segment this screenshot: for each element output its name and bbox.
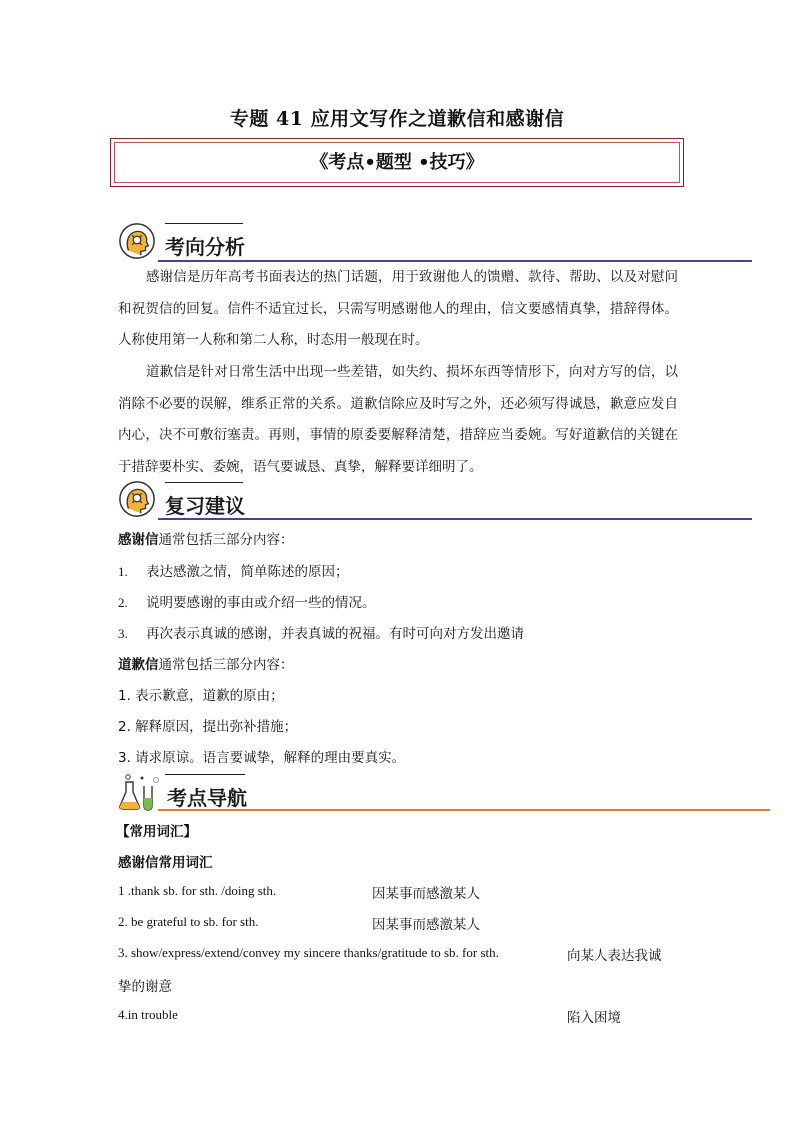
list-item: 3. 再次表示真诚的感谢，并表真诚的祝福。有时可向对方发出邀请: [118, 626, 524, 642]
phrase-zh: 因某事而感激某人: [372, 917, 480, 933]
phrase-en: 2. be grateful to sb. for sth.: [118, 914, 259, 929]
phrase-zh-wrap: 挚的谢意: [118, 979, 172, 995]
thanks-letter-label: 感谢信: [118, 532, 159, 548]
section-topline: [165, 223, 243, 224]
phrase-zh: 向某人表达我诚: [567, 948, 662, 964]
head-gear-icon: [118, 480, 156, 522]
analysis-paragraph-1: 感谢信是历年高考书面表达的热门话题，用于致谢他人的馈赠、款待、帮助、以及对慰问和祝贺信的回复。信件不适宜过长，只需写明感谢他人的理由，信文要感情真挚，措辞得体。人称使用第一人称和第二人称，时态用一般现在时。: [118, 269, 678, 348]
phrase-zh: 陷入困境: [567, 1010, 621, 1026]
vocab-subheading: 感谢信常用词汇: [118, 855, 213, 871]
list-item: 2. 解释原因，提出弥补措施；: [118, 719, 298, 735]
phrase-en: 1 .thank sb. for sth. /doing sth.: [118, 883, 277, 898]
thanks-letter-desc: 通常包括三部分内容：: [158, 532, 294, 548]
list-item: 1. 表达感激之情，简单陈述的原因；: [118, 564, 349, 580]
lab-flask-icon: [118, 772, 162, 816]
thanks-letter-heading: [118, 528, 294, 548]
section-title-review: 复习建议: [165, 494, 245, 518]
section-title-analysis: 考向分析: [165, 235, 245, 259]
list-item: 2. 说明要感谢的事由或介绍一些的情况。: [118, 595, 376, 611]
apology-letter-heading: [118, 653, 294, 673]
vocab-heading: 【常用词汇】: [116, 824, 197, 840]
phrase-en: 3. show/express/extend/convey my sincere thanks/gratitude to sb. for sth.: [118, 945, 499, 960]
apology-letter-label: 道歉信: [118, 657, 159, 673]
list-item: 1. 表示歉意，道歉的原由；: [118, 688, 284, 704]
banner: 《考点•题型 •技巧》: [114, 142, 680, 183]
section-title-navigation: 考点导航: [167, 786, 247, 810]
phrase-zh: 因某事而感激某人: [372, 886, 480, 902]
head-gear-icon: [118, 222, 156, 264]
section-rule: [158, 518, 752, 520]
section-topline: [165, 774, 245, 775]
list-item: 3. 请求原谅。语言要诚挚，解释的理由要真实。: [118, 750, 406, 766]
apology-letter-desc: 通常包括三部分内容：: [158, 657, 294, 673]
document-title: 专题 41 应用文写作之道歉信和感谢信: [229, 108, 565, 130]
phrase-en: 4.in trouble: [118, 1007, 178, 1022]
section-rule: [158, 809, 770, 811]
section-topline: [165, 482, 243, 483]
analysis-paragraph-2: 道歉信是针对日常生活中出现一些差错，如失约、损坏东西等情形下，向对方写的信，以消除不必要的误解，维系正常的关系。道歉信除应及时写之外，还必须写得诚恳，歉意应发自内心，决不可敷衍塞责。再则，事情的原委要解释清楚，措辞应当委婉。写好道歉信的关键在于措辞要朴实、委婉，语气要诚恳、真挚，解释要详细明了。: [118, 364, 678, 475]
